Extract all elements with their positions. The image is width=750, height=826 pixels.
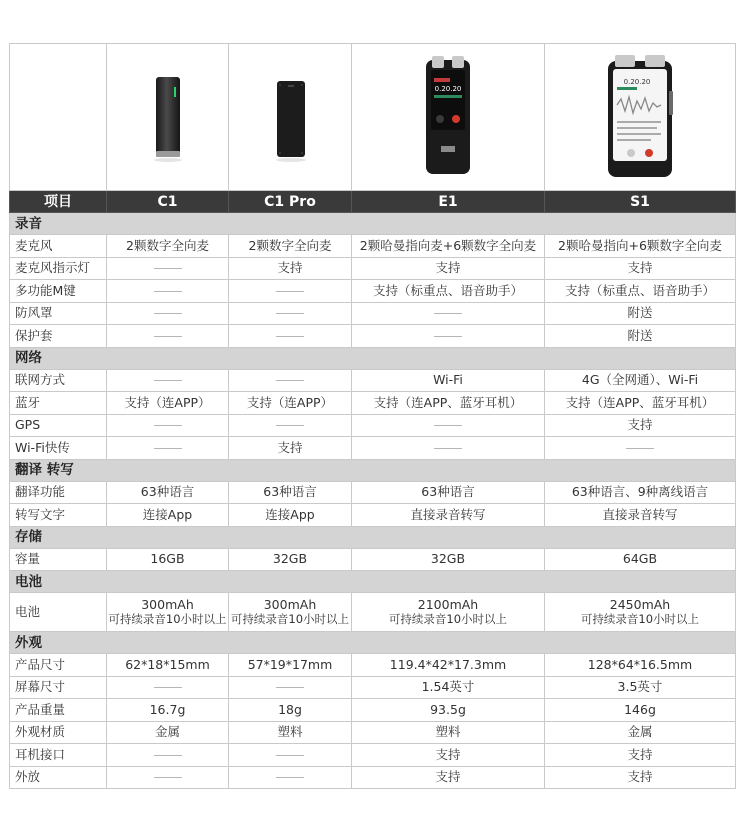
table-row	[10, 766, 736, 789]
table-cell: 18g	[229, 699, 352, 722]
table-cell: 支持	[352, 744, 545, 767]
table-row	[10, 280, 736, 303]
table-cell	[107, 744, 229, 767]
table-cell	[229, 766, 352, 789]
not-supported-dash	[154, 777, 182, 778]
section-title: 翻译 转写	[10, 459, 736, 481]
section-header-row	[10, 571, 736, 593]
s1-device-image	[605, 53, 675, 181]
header-item: 项目	[10, 191, 107, 213]
table-row	[10, 437, 736, 460]
table-row	[10, 369, 736, 392]
table-cell	[107, 302, 229, 325]
row-label: 产品尺寸	[10, 654, 107, 677]
table-cell	[352, 302, 545, 325]
section-title: 网络	[10, 347, 736, 369]
not-supported-dash	[154, 448, 182, 449]
row-label: 联网方式	[10, 369, 107, 392]
section-header-row	[10, 459, 736, 481]
table-cell: 支持	[229, 437, 352, 460]
cell-main-text: 300mAh	[141, 597, 194, 612]
cell-sub-text: 可持续录音10小时以上	[388, 612, 508, 626]
table-row	[10, 302, 736, 325]
table-cell: 16.7g	[107, 699, 229, 722]
not-supported-dash	[434, 425, 462, 426]
table-cell	[107, 437, 229, 460]
table-cell	[229, 325, 352, 348]
row-label: 外观材质	[10, 721, 107, 744]
row-label: 蓝牙	[10, 392, 107, 415]
table-row	[10, 481, 736, 504]
row-label: 保护套	[10, 325, 107, 348]
table-cell	[107, 257, 229, 280]
table-cell: 63种语言、9种离线语言	[545, 481, 736, 504]
not-supported-dash	[276, 755, 304, 756]
section-title: 录音	[10, 213, 736, 235]
table-cell: 支持	[352, 766, 545, 789]
table-cell: 2颗数字全向麦	[229, 235, 352, 258]
cell-sub-text: 可持续录音10小时以上	[580, 612, 700, 626]
table-row	[10, 257, 736, 280]
table-cell: 3.5英寸	[545, 676, 736, 699]
table-cell	[107, 369, 229, 392]
table-cell: 2颗数字全向麦	[107, 235, 229, 258]
not-supported-dash	[154, 313, 182, 314]
image-cell-s1	[545, 44, 736, 191]
section-title: 外观	[10, 632, 736, 654]
table-cell: 支持（连APP）	[107, 392, 229, 415]
table-cell: 2颗哈曼指向+6颗数字全向麦	[545, 235, 736, 258]
table-cell	[229, 593, 352, 632]
table-cell: 119.4*42*17.3mm	[352, 654, 545, 677]
not-supported-dash	[434, 448, 462, 449]
table-cell: 直接录音转写	[352, 504, 545, 527]
table-cell: 支持（标重点、语音助手）	[545, 280, 736, 303]
table-cell	[107, 766, 229, 789]
not-supported-dash	[154, 336, 182, 337]
table-row	[10, 676, 736, 699]
table-cell: 连接App	[107, 504, 229, 527]
row-label: 转写文字	[10, 504, 107, 527]
row-label: 麦克风	[10, 235, 107, 258]
table-cell: 128*64*16.5mm	[545, 654, 736, 677]
not-supported-dash	[154, 380, 182, 381]
row-label: 容量	[10, 548, 107, 571]
table-cell: 32GB	[229, 548, 352, 571]
comparison-table	[9, 43, 736, 789]
table-cell: 1.54英寸	[352, 676, 545, 699]
cell-main-text: 300mAh	[263, 597, 317, 612]
image-cell-empty	[10, 44, 107, 191]
table-cell: 塑料	[352, 721, 545, 744]
table-cell: 57*19*17mm	[229, 654, 352, 677]
table-row	[10, 654, 736, 677]
table-cell	[107, 414, 229, 437]
table-cell	[229, 676, 352, 699]
row-label: GPS	[10, 414, 107, 437]
table-cell: 金属	[107, 721, 229, 744]
not-supported-dash	[154, 425, 182, 426]
table-cell: 64GB	[545, 548, 736, 571]
table-cell: 63种语言	[352, 481, 545, 504]
table-cell: 62*18*15mm	[107, 654, 229, 677]
table-cell	[352, 325, 545, 348]
e1-device-image	[423, 54, 473, 180]
row-label: Wi-Fi快传	[10, 437, 107, 460]
cell-main-text: 2450mAh	[609, 597, 671, 612]
section-title: 存储	[10, 526, 736, 548]
product-image-row	[10, 44, 736, 191]
table-cell: 支持	[352, 257, 545, 280]
not-supported-dash	[154, 291, 182, 292]
header-c1-pro: C1 Pro	[229, 191, 352, 213]
not-supported-dash	[626, 448, 654, 449]
not-supported-dash	[154, 268, 182, 269]
not-supported-dash	[276, 777, 304, 778]
section-header-row	[10, 632, 736, 654]
table-cell: 连接App	[229, 504, 352, 527]
cell-sub-text: 可持续录音10小时以上	[108, 612, 227, 626]
cell-main-text: 2100mAh	[417, 597, 479, 612]
header-row	[10, 191, 736, 213]
table-cell: 支持	[229, 257, 352, 280]
table-row	[10, 593, 736, 632]
table-row	[10, 548, 736, 571]
table-cell: 146g	[545, 699, 736, 722]
table-cell	[229, 302, 352, 325]
table-cell: 支持	[545, 257, 736, 280]
header-s1: S1	[545, 191, 736, 213]
header-e1: E1	[352, 191, 545, 213]
table-cell: 16GB	[107, 548, 229, 571]
table-cell: 支持	[545, 766, 736, 789]
row-label: 多功能M键	[10, 280, 107, 303]
table-cell	[107, 593, 229, 632]
table-cell	[352, 414, 545, 437]
table-cell	[107, 280, 229, 303]
table-cell: 32GB	[352, 548, 545, 571]
table-cell	[229, 369, 352, 392]
table-cell: 附送	[545, 325, 736, 348]
section-header-row	[10, 347, 736, 369]
not-supported-dash	[276, 425, 304, 426]
table-cell: 93.5g	[352, 699, 545, 722]
table-cell: 塑料	[229, 721, 352, 744]
cell-sub-text: 可持续录音10小时以上	[230, 612, 350, 626]
table-cell: 支持（连APP、蓝牙耳机）	[352, 392, 545, 415]
table-cell	[545, 593, 736, 632]
image-cell-c1-pro	[229, 44, 352, 191]
section-title: 电池	[10, 571, 736, 593]
table-cell: 支持（连APP、蓝牙耳机）	[545, 392, 736, 415]
svg-text:0.20.20: 0.20.20	[623, 78, 651, 86]
row-label: 产品重量	[10, 699, 107, 722]
svg-text:0.20.20: 0.20.20	[434, 85, 462, 93]
row-label: 翻译功能	[10, 481, 107, 504]
row-label: 麦克风指示灯	[10, 257, 107, 280]
not-supported-dash	[154, 687, 182, 688]
table-cell: 63种语言	[107, 481, 229, 504]
table-row	[10, 325, 736, 348]
table-cell	[107, 325, 229, 348]
table-cell: 2颗哈曼指向麦+6颗数字全向麦	[352, 235, 545, 258]
table-cell: 63种语言	[229, 481, 352, 504]
table-cell: 支持（连APP）	[229, 392, 352, 415]
table-cell	[229, 414, 352, 437]
row-label: 电池	[10, 593, 107, 632]
not-supported-dash	[276, 687, 304, 688]
table-row	[10, 721, 736, 744]
table-cell: 附送	[545, 302, 736, 325]
table-cell: 直接录音转写	[545, 504, 736, 527]
row-label: 外放	[10, 766, 107, 789]
not-supported-dash	[276, 380, 304, 381]
section-header-row	[10, 526, 736, 548]
row-label: 防风罩	[10, 302, 107, 325]
not-supported-dash	[276, 313, 304, 314]
table-cell	[107, 676, 229, 699]
table-cell: 金属	[545, 721, 736, 744]
not-supported-dash	[154, 755, 182, 756]
row-label: 屏幕尺寸	[10, 676, 107, 699]
table-cell	[229, 744, 352, 767]
table-row	[10, 504, 736, 527]
table-cell: 4G（全网通）、Wi-Fi	[545, 369, 736, 392]
table-cell: 支持	[545, 414, 736, 437]
image-cell-c1	[107, 44, 229, 191]
image-cell-e1	[352, 44, 545, 191]
table-row	[10, 392, 736, 415]
header-c1: C1	[107, 191, 229, 213]
c1-device-image	[148, 67, 188, 167]
section-header-row	[10, 213, 736, 235]
table-cell	[352, 593, 545, 632]
table-cell: 支持	[545, 744, 736, 767]
table-row	[10, 744, 736, 767]
c1-pro-device-image	[270, 67, 310, 167]
not-supported-dash	[276, 336, 304, 337]
table-row	[10, 235, 736, 258]
not-supported-dash	[434, 336, 462, 337]
table-cell: Wi-Fi	[352, 369, 545, 392]
table-cell	[545, 437, 736, 460]
table-cell	[352, 437, 545, 460]
table-row	[10, 699, 736, 722]
row-label: 耳机接口	[10, 744, 107, 767]
not-supported-dash	[276, 291, 304, 292]
table-cell: 支持（标重点、语音助手）	[352, 280, 545, 303]
table-row	[10, 414, 736, 437]
table-cell	[229, 280, 352, 303]
not-supported-dash	[434, 313, 462, 314]
